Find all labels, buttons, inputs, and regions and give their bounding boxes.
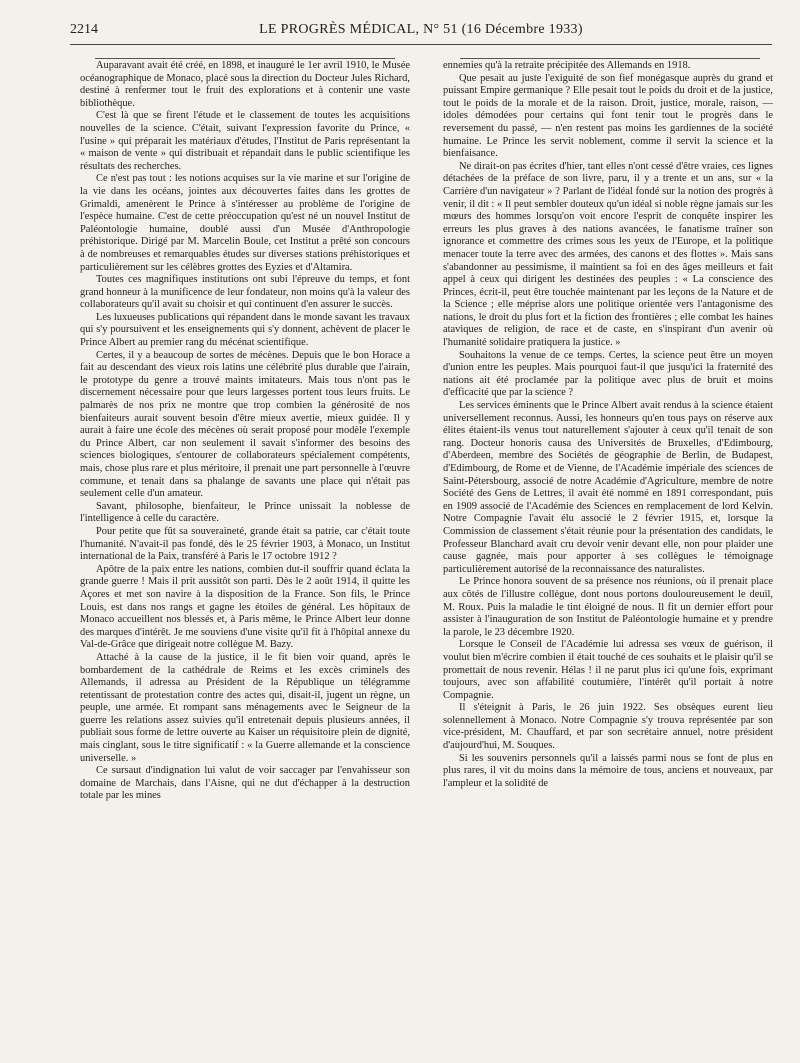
paragraph: Que pesait au juste l'exiguité de son fief monégasque auprès du grand et puissant Empire germanique ? Elle pesait tout le poids du droit et de la justice, tout le poids de la morale et de la raison. Droit, justice, morale, raison, — idoles démodées pour certains qui font tenir tout le progrès dans le reversement du passé, — n'en restent pas moins les gardiennes de la société humaine. Le Prince les servit noblement, comme il servit la science et la bienfaisance. [443, 72, 773, 160]
paragraph: Souhaitons la venue de ce temps. Certes, la science peut être un moyen d'union entre les peuples. Mais pourquoi faut-il que jusqu'ici la fraternité des nations ait été proclamée par la politique avec plus de bruit et moins d'efficacité que par la science ? [443, 349, 773, 399]
paragraph: C'est là que se firent l'étude et le classement de toutes les acquisitions nouvelles de la science. C'était, suivant l'expression favorite du Prince, « l'usine » qui préparait les matériaux d'études, l'Institut de Paris représentant la « maison de vente » qui distribuait et répandait dans le public scientifique les résultats des recherches. [80, 110, 410, 172]
paragraph: Le Prince honora souvent de sa présence nos réunions, où il prenait place aux côtés de l'illustre collègue, dont nous portons douloureusement le deuil, M. Roux. Puis la maladie le tint éloigné de nous. Il fit un dernier effort pour assister à l'inauguration de son Institut de Paléontologie humaine et y prendre la parole, le 23 décembre 1920. [443, 576, 773, 638]
page-number: 2214 [70, 22, 98, 37]
paragraph: Attaché à la cause de la justice, il le fit bien voir quand, après le bombardement de la cathédrale de Reims et les excès criminels des Allemands, il adressa au Président de la République un télégramme retentissant de protestation contre des actes qui, disait-il, jugent un règne, un peuple, une armée. Et rompant sans ménagements avec le Seigneur de la guerre les relations assez suivies qu'il entretenait depuis plusieurs années, il publiait sous forme de lettre ouverte au Kaiser un réquisitoire plein de dignité, mais cinglant, sous le titre significatif : « la Guerre allemande et la conscience universelle. » [80, 651, 410, 764]
column-top-rule-right [460, 58, 760, 59]
left-column [80, 60, 410, 1055]
paragraph: Apôtre de la paix entre les nations, combien dut-il souffrir quand éclata la grande guerre ! Mais il prit aussitôt son parti. Dès le 2 août 1914, il quitte les Açores et met son navire à la disposition de la France. Son fils, le Prince Louis, est dans nos rangs et gagne les étoiles de général. Les hôpitaux de Monaco accueillent nos blessés et, à Paris même, le Prince Albert leur donne des marques d'intérêt. Je me souviens d'une visite qu'il fit à l'hôpital annexe du Val-de-Grâce que dirigeait notre collègue M. Bazy. [80, 563, 410, 651]
paragraph: Lorsque le Conseil de l'Académie lui adressa ses vœux de guérison, il voulut bien m'écrire combien il était touché de ces souhaits et le plaisir qu'il se promettait de nous revenir. Hélas ! il ne parut plus ici qu'une fois, exprimant toujours, avec son affabilité coutumière, l'intérêt qu'il portait à notre Compagnie. [443, 639, 773, 701]
paragraph: Ce n'est pas tout : les notions acquises sur la vie marine et sur l'origine de la vie dans les océans, jointes aux découvertes faites dans les grottes de Grimaldi, amenèrent le Prince à s'intéresser au problème de l'origine de l'espèce humaine. C'est de cette préoccupation qu'est né un nouvel Institut de Paléontologie humaine, doublé aussi d'un Musée d'Anthropologie préhistorique. Dirigé par M. Marcelin Boule, cet Institut a prêté son concours à de nombreuses et remarquables études sur diverses stations préhistoriques et particulièrement sur les célèbres grottes des Eyzies et d'Altamira. [80, 173, 410, 273]
paragraph: Toutes ces magnifiques institutions ont subi l'épreuve du temps, et font grand honneur à la munificence de leur fondateur, non moins qu'à la valeur des collaborateurs qu'il avait su choisir et qui continuent d'en assurer le succès. [80, 274, 410, 311]
paragraph: Auparavant avait été créé, en 1898, et inauguré le 1er avril 1910, le Musée océanographique de Monaco, placé sous la direction du Docteur Jules Richard, destiné à renfermer tout le fruit des explorations et à contenir une vaste bibliothèque. [80, 60, 410, 109]
paragraph: Si les souvenirs personnels qu'il a laissés parmi nous se font de plus en plus rares, il vit du moins dans la mémoire de tous, anciens et nouveaux, par l'ampleur et la solidité de [443, 752, 773, 789]
paragraph: Savant, philosophe, bienfaiteur, le Prince unissait la noblesse de l'intelligence à celle du caractère. [80, 500, 410, 525]
column-top-rule-left [95, 58, 395, 59]
paragraph: ennemies qu'à la retraite précipitée des Allemands en 1918. [443, 60, 691, 71]
paragraph: Certes, il y a beaucoup de sortes de mécènes. Depuis que le bon Horace a fait au descendant des vieux rois latins une célébrité plus durable que l'airain, le prototype du genre a trouvé maints imitateurs. Mais tous n'ont pas le discernement nécessaire pour que leurs largesses portent tous leurs fruits. Le palmarès de nos prix ne montre que trop combien la générosité de nos bienfaiteurs aurait souvent besoin d'être mieux avertie, mieux guidée. Il y aurait à faire une école des mécènes où serait proposé pour modèle l'exemple du Prince Albert, car non seulement il savait s'informer des besoins des sciences biologiques, s'entourer de collaborateurs spécialement compétents, mais, chose plus rare et plus méritoire, il prenait une part personnelle à l'œuvre commune, et tenait dans sa phalange de savants une place qui n'était pas seulement celle d'un amateur. [80, 349, 410, 500]
paragraph: Pour petite que fût sa souveraineté, grande était sa patrie, car c'était toute l'humanité. N'avait-il pas fondé, dès le 25 février 1903, à Monaco, un Institut international de la Paix, transféré à Paris le 17 octobre 1912 ? [80, 525, 410, 563]
right-column [443, 60, 773, 1055]
paragraph: Les services éminents que le Prince Albert avait rendus à la science étaient universellement reconnus. Aussi, les honneurs qu'en tous pays on réserve aux élites étaient-ils venus tout naturellement s'ajouter à ceux qu'il tenait de son rang. Docteur honoris causa des Universités de Bruxelles, d'Edimbourg, d'Aberdeen, membre des Sociétés de géographie de Berlin, de Budapest, d'Edimbourg, de Rome et de Vienne, de l'Académie impériale des sciences de Saint-Pétersbourg, associé de notre Académie d'Agriculture, membre de notre Société des Gens de Lettres, il avait été nommé en 1891 correspondant, puis en 1909 associé de l'Académie des Sciences en remplacement de lord Kelvin. Notre Compagnie l'avait élu associé le 2 février 1915, et, lorsque la Commission de classement s'était réunie pour la présentation des candidats, le Professeur Blanchard avait cru devoir venir devant elle, non pour plaider une cause gagnée, mais pour apporter à ses collègues le témoignage particulièrement autorisé de la reconnaissance des naturalistes. [443, 400, 773, 575]
paragraph: Les luxueuses publications qui répandent dans le monde savant les travaux qui s'y poursuivent et les enseignements qui s'y donnent, achèvent de placer le Prince Albert au premier rang du mécénat scientifique. [80, 311, 410, 349]
paragraph: Ne dirait-on pas écrites d'hier, tant elles n'ont cessé d'être vraies, ces lignes détachées de la préface de son livre, paru, il y a trente et un ans, sur « la Carrière d'un navigateur » ? Parlant de l'idéal fondé sur la notion des progrès à venir, il dit : « Il peut sembler douteux qu'un idéal si noble règne jamais sur les mœurs des hommes lorsqu'on voit encore l'esprit de conquête inspirer les erreurs les plus graves à des nations avancées, le fanatisme traîner son ignorance et commettre des crimes sous les yeux de l'Europe, et la politique menacer toute la terre avec des armées, des canons et des flottes ». Mais sans s'abandonner au pessimisme, il maintient sa foi en des âges meilleurs et fait appel à ceux qui dirigent les destinées des peuples : « La conscience des Princes, écrit-il, peut être touchée maintenant par les leçons de la Nature et de la Science ; elle méprise alors une politique orientée vers l'antagonisme des nations, le droit du plus fort et la fiction des frontières ; elle combat les haines ataviques de religion, de race et de caste, en s'inspirant d'un avenir où l'humanité solidaire pratiquera la justice. » [443, 160, 773, 349]
running-title: LE PROGRÈS MÉDICAL, N° 51 (16 Décembre 1933) [259, 22, 583, 37]
page-header [70, 22, 772, 45]
paragraph: Il s'éteignit à Paris, le 26 juin 1922. Ses obsèques eurent lieu solennellement à Monaco. Notre Compagnie s'y trouva représentée par son vice-président, M. Chauffard, et par son secrétaire annuel, notre président d'aujourd'hui, M. Souques. [443, 702, 773, 752]
paragraph: Ce sursaut d'indignation lui valut de voir saccager par l'envahisseur son domaine de Marchais, dans l'Aisne, qui ne dut d'échapper à la destruction totale par les mines [80, 765, 410, 802]
